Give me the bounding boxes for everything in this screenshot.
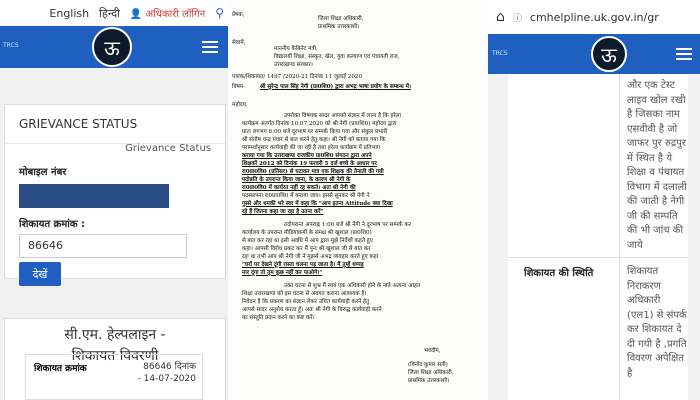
complaint-date-value: - 14-07-2020: [137, 374, 196, 384]
description-line: शिक्षा व पंचायत: [627, 167, 685, 178]
cm-helpline-logo: ऊ: [591, 36, 627, 72]
description-line: की जाती है नेगी: [627, 196, 685, 207]
key-icon[interactable]: ⚲: [215, 6, 224, 20]
language-bar: [0, 0, 230, 26]
brand-small-text: TRCS: [3, 42, 19, 49]
mobile-header-bar: [488, 34, 700, 74]
cm-card-title-line2: शिकायत विवरणी: [71, 348, 159, 364]
doc-para3-line: आपसे सादर अनुरोध करता हूँ। अतः श्री नेगी के विरुद्ध कार्यवाही करने: [242, 307, 382, 313]
complaint-number-key: शिकायत क्रमांक: [34, 364, 87, 374]
doc-from-label: प्रेषक,: [232, 12, 245, 18]
doc-para1-line: उपरोक्त विषयक सादर आपको संज्ञान में लाना है कि हरेला: [284, 113, 401, 119]
officer-login-label: अधिकारी लॉगिन: [145, 9, 206, 20]
doc-para2-line: रहा था तभी आप श्री नेगी जी ने मुझसे अभद्र व्यवहार करते हुए कहा: [242, 254, 379, 260]
doc-para1-line: प्रातः लगभग 8:00 बजे दूरभाष पर सम्पर्क किया गया और संकुल प्रभारी: [242, 129, 388, 135]
doc-para1-line: कार्यक्रम अंतर्गत दिनांक 10.07.2020 को श्री नेगी (प्रा0शि0) महोदय द्वारा: [242, 121, 397, 127]
cm-helpline-details-card: [4, 318, 226, 400]
status-line: है: [627, 367, 633, 379]
status-line: कर शिकायत दे: [627, 324, 682, 335]
home-icon[interactable]: ⌂: [496, 9, 505, 25]
doc-salutation: महोदय,: [232, 102, 248, 108]
complaint-number-value-line1: 86646 दिनांक: [143, 362, 196, 372]
doc-para1-line: श्री संतोष चन्द्र पंवार से बात करने हेतु कहा। श्री नेगी को बताया गया कि: [242, 137, 386, 143]
doc-from-line2: प्राथमिक उत्तरकाशी।: [318, 24, 360, 30]
doc-para2-line: मार दूंगा तो तुम कुछ नहीं कर पाओगे।": [242, 270, 323, 276]
cm-helpline-logo: ऊ: [92, 27, 132, 67]
status-line: (एल1) से संपर्क: [627, 309, 687, 321]
doc-para1-line: रा0प्रा0वि0 में कार्यरत नहीं रह सकते। अतः श्री नेगी की: [242, 185, 356, 191]
status-line: विवरण अपेक्षित: [627, 353, 684, 364]
cm-card-title-line1: सी.एम. हेल्पलाइन -: [64, 327, 166, 343]
doc-para2-line: कार्यालय के उपरान्त मीडियाकर्मी के समक्ष श्री खुशाल (प्रा0शि0): [242, 230, 372, 236]
grievance-status-card: [4, 104, 226, 279]
doc-para1-line: पदोन्नति के उपरान्त किया जाना, के कारण श्री नेगी के: [242, 177, 351, 183]
doc-para1-line: कराया गया कि उत्तराखण्ड राजकीय प्रा0शि0 संगठन द्वारा अपने: [242, 153, 372, 159]
official-letter-document: [228, 0, 492, 400]
status-line: निराकरण: [627, 280, 661, 292]
site-info-icon[interactable]: ⓘ: [512, 13, 522, 24]
doc-para3-line: उक्त घटना से शुभ्र मैं स्वयं एक अधिकारी होने के नाते अत्यन्त आहत: [284, 283, 421, 289]
doc-from-line1: जिला शिक्षा अधिकारी,: [318, 16, 364, 22]
doc-para1-line: रा0प्रा0वि0 (प्रतिसर) से घटाकर मात्र एक शिक्षक की तैनाती की गयी: [242, 169, 384, 175]
complaint-detail-row: [25, 354, 203, 400]
doc-to-label: सेवामें,: [232, 40, 246, 46]
url-text[interactable]: cmhelpline.uk.gov.in/gr: [529, 10, 659, 24]
status-line: शिकायत: [627, 266, 659, 277]
doc-para1-line: परामर्शानुसार कार्यवाही की जा रही है तथा हरेला कार्यक्रम में प्रतिभाग: [242, 145, 380, 151]
grievance-status-subtitle: Grievance Status: [125, 143, 211, 154]
lang-english-link[interactable]: English: [49, 6, 90, 20]
description-line: और एक टेस्ट: [627, 80, 675, 91]
complaint-status-label: शिकायत की स्थिति: [524, 268, 594, 279]
doc-para3-line: निवेदन है कि प्रकरण का संज्ञान लेकर उचित कार्यवाही करने हेतु: [242, 299, 370, 305]
complaint-description-text: [627, 79, 687, 253]
description-line: लाइव खोल रखी: [627, 94, 686, 106]
hamburger-menu-icon[interactable]: [676, 48, 692, 60]
description-line: जाये: [627, 239, 643, 251]
status-line: दी गयी है ,प्रगति: [627, 338, 687, 350]
doc-addr-line2: विद्यालयी शिक्षा, संस्कृत, खेल, युवा कल्याण एवं पंचायती राज,: [274, 54, 400, 60]
doc-para2-line: तदोपरान्त अपराह्न 1:00 बजे श्री नेगी ने दूरभाष पर सम्पर्क कर: [284, 222, 411, 228]
complaint-number-value: [138, 361, 196, 385]
description-line: है जिसका नाम: [627, 109, 680, 120]
complaint-number-label: शिकायत क्रमांक :: [19, 219, 86, 230]
doc-closing: भवदीय,: [424, 348, 441, 354]
doc-para2-line: से बात कर रहा था इसी अवधि में आप द्वारा मुझे निर्देशों कहते हुए: [242, 238, 373, 244]
description-line: में स्थित है ये: [627, 152, 672, 164]
table-divider-vertical: [619, 74, 620, 400]
mobile-number-label: मोबाइल नंबर: [19, 167, 67, 178]
doc-para1-line: रहे हैं जितना कहा जा रहा है उतना करें": [242, 209, 324, 215]
doc-subject-label: विषय-: [232, 84, 245, 90]
doc-para3-line: शिक्षा उत्तराखण्ड को इस घटना से अवगत कराना आवश्यक है।: [242, 291, 367, 297]
doc-signature-line1: जिला शिक्षा अधिकारी,: [408, 370, 454, 376]
doc-addr-line3: उत्तराखण्ड सरकार।: [274, 62, 313, 68]
see-button[interactable]: देखें: [19, 262, 61, 286]
doc-para1-line: गुस्से और धमकी भरे स्वर में कहा कि "आप इतना Attitude क्या दिखा: [242, 201, 393, 207]
doc-signature-line2: प्राथमिक उत्तरकाशी।: [408, 378, 450, 384]
doc-para2-line: "घरों पर देखने दूंगी रास्ता चलना पड़ जाता है। मैं तुम्हें थप्पड़: [242, 262, 364, 268]
complaint-number-input[interactable]: 86646: [19, 234, 187, 258]
doc-para1-line: पदस्थापना रा0प्रा0वि0 में कराया जाय। इससे सुनकर श्री नेगी ने: [242, 193, 370, 199]
complaint-status-text: [627, 265, 687, 381]
brand-small-text: TRCS: [492, 50, 508, 57]
doc-para2-line: कहा। आपसी विरोध प्रकट कर मैं पुनः श्री खुशाल जी से बात कर: [242, 246, 371, 252]
doc-signature-name: (विनोद कुमार सती): [408, 362, 448, 368]
mobile-number-field-redacted[interactable]: [19, 184, 169, 208]
doc-para3-line: का संस्तुति प्रदान करने का कष्ट करें।: [242, 315, 315, 321]
right-mobile-panel: [488, 0, 700, 400]
left-portal-panel: [0, 0, 230, 400]
description-line: एसवीवी है जो: [627, 123, 678, 135]
lang-hindi-link[interactable]: हिन्दी: [99, 6, 120, 20]
grievance-status-title: GRIEVANCE STATUS: [5, 105, 225, 144]
doc-reference-line: पत्रांक/शिकायत/ 1497 /2020-21 दिनांक 11 जुलाई 2020: [232, 74, 363, 80]
description-line: जाफर पुर रुद्रपुर: [627, 138, 686, 149]
doc-para1-line: शिक्षकों 2012 को दिनांक 19 फरवरी 5 दर्ज बच्चे के आधार पर: [242, 161, 377, 167]
header-bar: [0, 26, 230, 68]
doc-subject-text: श्री सुरेन्द्र पाल सिंह नेगी (प्रा0शि0) द्वारा अभद्र भाषा प्रयोग के सम्बन्ध में।: [260, 84, 412, 90]
status-line: अधिकारी: [627, 295, 661, 306]
description-line: जी की सम्पति: [627, 210, 678, 222]
browser-url-bar: [488, 0, 700, 34]
description-line: की भी जांच की: [627, 225, 684, 236]
doc-addr-line1: माननीय कैबिनेट मंत्री,: [274, 46, 318, 52]
officer-login-link[interactable]: 👤 अधिकारी लॉगिन: [129, 9, 206, 20]
hamburger-menu-icon[interactable]: [202, 41, 218, 53]
table-divider-horizontal: [508, 257, 688, 258]
description-line: विभाग में दलाली: [627, 181, 687, 193]
